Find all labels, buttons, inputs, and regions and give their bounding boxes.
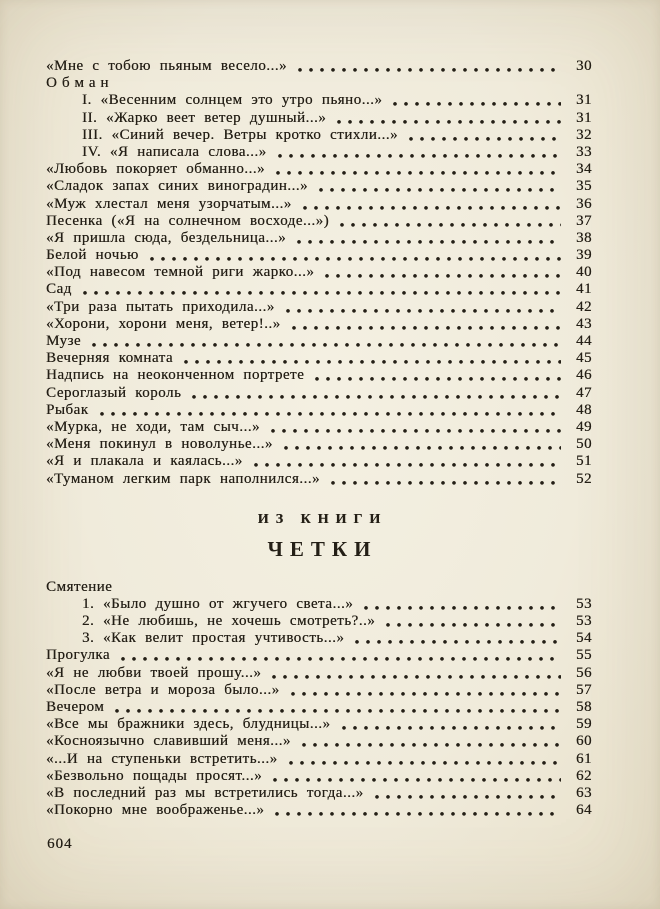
toc-entry-page: 46 xyxy=(576,367,592,384)
toc-entry-title: «Мне с тобою пьяным весело...» xyxy=(46,58,288,74)
toc-entry-title: «...И на ступеньки встретить...» xyxy=(46,750,278,767)
toc-entry-title: Рыбак xyxy=(46,401,89,418)
dot-leader xyxy=(189,385,561,402)
toc-entry-title: «Хорони, хорони меня, ветер!..» xyxy=(46,315,281,332)
toc-entry-title: «Косноязычно славивший меня...» xyxy=(46,733,291,750)
toc-entry-page: 52 xyxy=(576,470,592,487)
toc-entry-title: «Под навесом темной риги жарко...» xyxy=(46,264,315,281)
dot-leader xyxy=(269,665,561,682)
dot-leader xyxy=(322,264,561,281)
toc-entry xyxy=(46,647,592,664)
toc-entry-title: «После ветра и мороза было...» xyxy=(46,681,280,698)
toc-entry-title: Смятение xyxy=(46,578,113,595)
dot-leader xyxy=(251,453,561,470)
toc-entry-page: 37 xyxy=(576,212,592,229)
dot-leader xyxy=(295,58,561,75)
toc-entry xyxy=(46,264,592,281)
toc-entry xyxy=(46,419,592,436)
section-title: ЧЕТКИ xyxy=(267,536,378,561)
toc-entry xyxy=(46,402,592,419)
toc-entry xyxy=(46,699,592,716)
toc-entry-title: «Любовь покоряет обманно...» xyxy=(46,161,265,178)
toc-entry-title: «Меня покинул в новолунье...» xyxy=(46,436,273,453)
toc-entry xyxy=(46,471,592,488)
toc-entry-title: «Покорно мне воображенье...» xyxy=(46,802,265,819)
toc-entry xyxy=(46,436,592,453)
section-kicker: ИЗ КНИГИ xyxy=(257,511,388,527)
toc-entry-page: 54 xyxy=(576,630,592,647)
dot-leader xyxy=(334,110,561,127)
toc-entry-page: 39 xyxy=(576,247,592,264)
toc-entry-page: 51 xyxy=(576,453,592,470)
toc-entry xyxy=(46,367,592,384)
toc-entry xyxy=(46,161,592,178)
toc-entry-title: «Я не любви твоей прошу...» xyxy=(46,664,262,681)
toc-entry-title: «Муж хлестал меня узорчатым...» xyxy=(46,195,292,212)
toc-entry xyxy=(46,316,592,333)
toc-entry xyxy=(46,92,592,109)
toc-entry-page: 32 xyxy=(576,126,592,143)
dot-leader xyxy=(281,436,561,453)
toc-entry-title: «Я пришла сюда, бездельница...» xyxy=(46,229,287,246)
dot-leader xyxy=(283,299,561,316)
dot-leader xyxy=(80,281,561,298)
toc-entry-page: 57 xyxy=(576,681,592,698)
dot-leader xyxy=(289,316,561,333)
dot-leader xyxy=(275,144,561,161)
dot-leader xyxy=(390,92,561,109)
dot-leader xyxy=(406,127,561,144)
toc-entry-page: 31 xyxy=(576,109,592,126)
toc-entry-title: Надпись на неоконченном портрете xyxy=(46,367,305,384)
dot-leader xyxy=(272,802,561,819)
dot-leader xyxy=(273,161,561,178)
toc-entry-title: Сероглазый король xyxy=(46,384,182,401)
toc-entry-page: 56 xyxy=(576,664,592,681)
toc-entry xyxy=(46,385,592,402)
toc-entry xyxy=(46,751,592,768)
dot-leader xyxy=(361,596,561,613)
toc-entry-page: 43 xyxy=(576,315,592,332)
toc-entry-page: 40 xyxy=(576,264,592,281)
toc-entry xyxy=(46,230,592,247)
dot-leader xyxy=(312,367,561,384)
toc-entry-page: 44 xyxy=(576,333,592,349)
toc-entry-page: 48 xyxy=(576,401,592,418)
toc-entry xyxy=(46,768,592,785)
toc-entry-title: Обман xyxy=(46,75,114,92)
toc-entry-title: Сад xyxy=(46,281,72,298)
dot-leader xyxy=(89,333,561,350)
toc-entry-page: 50 xyxy=(576,436,592,453)
toc-entry-title: Музе xyxy=(46,333,82,349)
toc-entry-page: 34 xyxy=(576,161,592,178)
toc-entry xyxy=(46,350,592,367)
toc-entry xyxy=(46,785,592,802)
dot-leader xyxy=(294,230,561,247)
dot-leader xyxy=(337,213,561,230)
toc-list-first-book xyxy=(46,58,592,488)
toc-entry xyxy=(46,716,592,733)
toc-entry xyxy=(46,213,592,230)
toc-entry xyxy=(46,613,592,630)
toc-entry xyxy=(46,127,592,144)
toc-entry-title: Вечером xyxy=(46,699,105,715)
dot-leader xyxy=(328,471,561,488)
toc-entry-title: 1. «Было душно от жгучего света...» xyxy=(82,595,354,612)
toc-entry xyxy=(46,75,592,92)
dot-leader xyxy=(288,682,561,699)
table-of-contents xyxy=(46,58,592,819)
toc-entry-page: 53 xyxy=(576,595,592,612)
dot-leader xyxy=(383,613,561,630)
toc-entry-title: 3. «Как велит простая учтивость...» xyxy=(82,630,345,647)
toc-entry xyxy=(46,178,592,195)
dot-leader xyxy=(112,699,561,716)
toc-entry-title: II. «Жарко веет ветер душный...» xyxy=(82,109,327,126)
toc-entry-page: 47 xyxy=(576,384,592,401)
toc-entry xyxy=(46,196,592,213)
toc-entry xyxy=(46,733,592,750)
toc-entry-page: 64 xyxy=(576,802,592,819)
toc-entry-title: IV. «Я написала слова...» xyxy=(82,143,267,160)
toc-entry-title: «Все мы бражники здесь, блудницы...» xyxy=(46,716,331,733)
toc-entry-title: «В последний раз мы встретились тогда...» xyxy=(46,784,364,801)
dot-leader xyxy=(118,647,561,664)
toc-entry xyxy=(46,247,592,264)
toc-entry-title: «Мурка, не ходи, там сыч...» xyxy=(46,418,260,435)
toc-entry xyxy=(46,682,592,699)
toc-entry xyxy=(46,596,592,613)
dot-leader xyxy=(268,419,561,436)
toc-entry-title: I. «Весенним солнцем это утро пьяно...» xyxy=(82,92,383,109)
toc-entry xyxy=(46,665,592,682)
toc-entry xyxy=(46,630,592,647)
dot-leader xyxy=(300,196,561,213)
toc-entry-page: 41 xyxy=(576,281,592,298)
toc-entry xyxy=(46,144,592,161)
toc-entry-page: 53 xyxy=(576,613,592,630)
toc-entry-page: 31 xyxy=(576,92,592,109)
toc-entry-page: 55 xyxy=(576,647,592,664)
toc-entry xyxy=(46,333,592,350)
toc-entry-page: 30 xyxy=(576,58,592,74)
toc-entry-title: «Сладок запах синих виноградин...» xyxy=(46,178,309,195)
toc-entry-title: Белой ночью xyxy=(46,247,139,264)
toc-entry-page: 61 xyxy=(576,750,592,767)
dot-leader xyxy=(286,751,561,768)
toc-entry xyxy=(46,453,592,470)
toc-entry-page: 63 xyxy=(576,784,592,801)
toc-entry-title: 2. «Не любишь, не хочешь смотреть?..» xyxy=(82,613,376,630)
toc-entry-page: 58 xyxy=(576,699,592,715)
dot-leader xyxy=(299,733,561,750)
toc-entry xyxy=(46,281,592,298)
toc-entry-page: 59 xyxy=(576,716,592,733)
book-section-heading xyxy=(46,512,592,562)
toc-entry-title: «Я и плакала и каялась...» xyxy=(46,453,243,470)
dot-leader xyxy=(372,785,561,802)
toc-entry-title: III. «Синий вечер. Ветры кротко стихли...» xyxy=(82,126,398,143)
dot-leader xyxy=(97,402,562,419)
toc-entry xyxy=(46,58,592,75)
toc-entry xyxy=(46,579,592,596)
dot-leader xyxy=(339,716,561,733)
toc-entry-title: Прогулка xyxy=(46,647,111,664)
toc-entry-title: Вечерняя комната xyxy=(46,350,173,367)
toc-entry-page: 60 xyxy=(576,733,592,750)
dot-leader xyxy=(316,178,561,195)
toc-entry-page: 42 xyxy=(576,298,592,315)
toc-entry-title: «Безвольно пощады просят...» xyxy=(46,767,263,784)
toc-entry-page: 62 xyxy=(576,767,592,784)
toc-entry-title: «Три раза пытать приходила...» xyxy=(46,298,275,315)
toc-entry-page: 33 xyxy=(576,143,592,160)
toc-entry-page: 49 xyxy=(576,418,592,435)
toc-entry-page: 38 xyxy=(576,229,592,246)
toc-entry-title: Песенка («Я на солнечном восходе...») xyxy=(46,212,330,229)
toc-entry-title: «Туманом легким парк наполнился...» xyxy=(46,470,320,487)
toc-entry-page: 45 xyxy=(576,350,592,367)
toc-entry-page: 36 xyxy=(576,195,592,212)
page-number: 604 xyxy=(47,836,73,852)
dot-leader xyxy=(147,247,561,264)
toc-list-chetki xyxy=(46,579,592,820)
dot-leader xyxy=(352,630,561,647)
dot-leader xyxy=(181,350,561,367)
toc-entry xyxy=(46,802,592,819)
toc-entry-page: 35 xyxy=(576,178,592,195)
toc-entry xyxy=(46,299,592,316)
dot-leader xyxy=(270,768,561,785)
toc-entry xyxy=(46,110,592,127)
